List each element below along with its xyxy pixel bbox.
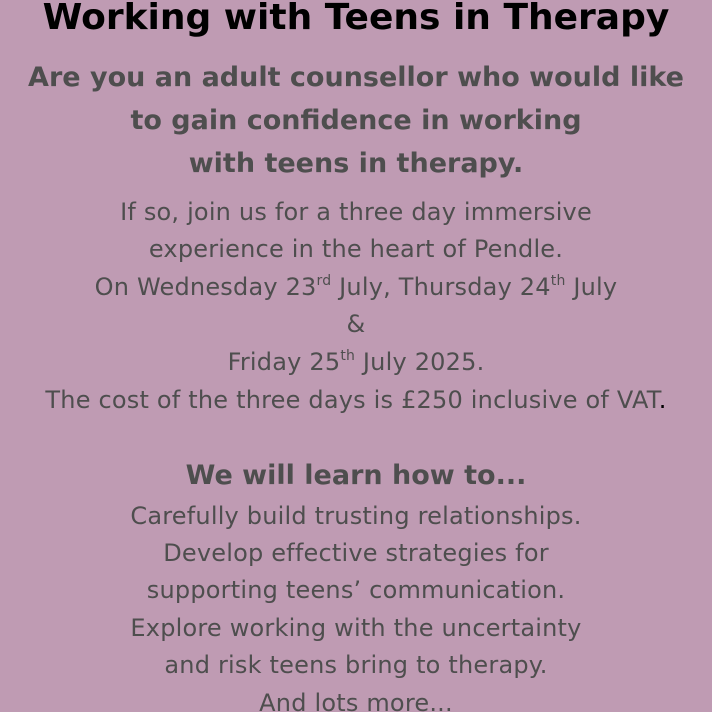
dates-line (0, 269, 712, 305)
cost-line (0, 382, 712, 418)
cost-period: . (658, 386, 667, 414)
superscript-rd: rd (316, 273, 332, 289)
intro-line-1: Are you an adult counsellor who would like (28, 62, 684, 93)
dates-prefix: On Wednesday 23 (94, 273, 317, 301)
ampersand-line: & (346, 310, 366, 338)
superscript-th: th (550, 273, 566, 289)
friday-suffix: July 2025. (355, 348, 485, 376)
superscript-th-friday: th (340, 348, 356, 364)
intro-line-2: to gain confidence in working (130, 105, 582, 136)
intro-line-3: with teens in therapy. (188, 148, 524, 179)
learn-item: and risk teens bring to therapy. (164, 651, 548, 679)
cost-text: The cost of the three days is £250 inclusive of VAT (45, 386, 659, 414)
learn-item: Carefully build trusting relationships. (130, 502, 582, 530)
learn-item: supporting teens’ communication. (146, 576, 566, 604)
friday-line (0, 344, 712, 380)
learn-item: And lots more... (259, 689, 453, 712)
dates-suffix: July (565, 273, 618, 301)
details-line-2: experience in the heart of Pendle. (148, 235, 564, 263)
learn-item: Explore working with the uncertainty (130, 614, 582, 642)
learn-item: Develop effective strategies for (163, 539, 549, 567)
flyer-title: Working with Teens in Therapy (42, 0, 670, 38)
friday-prefix: Friday 25 (227, 348, 341, 376)
details-line-1: If so, join us for a three day immersive (120, 198, 592, 226)
dates-mid: July, Thursday 24 (331, 273, 551, 301)
learn-heading: We will learn how to... (185, 460, 527, 491)
